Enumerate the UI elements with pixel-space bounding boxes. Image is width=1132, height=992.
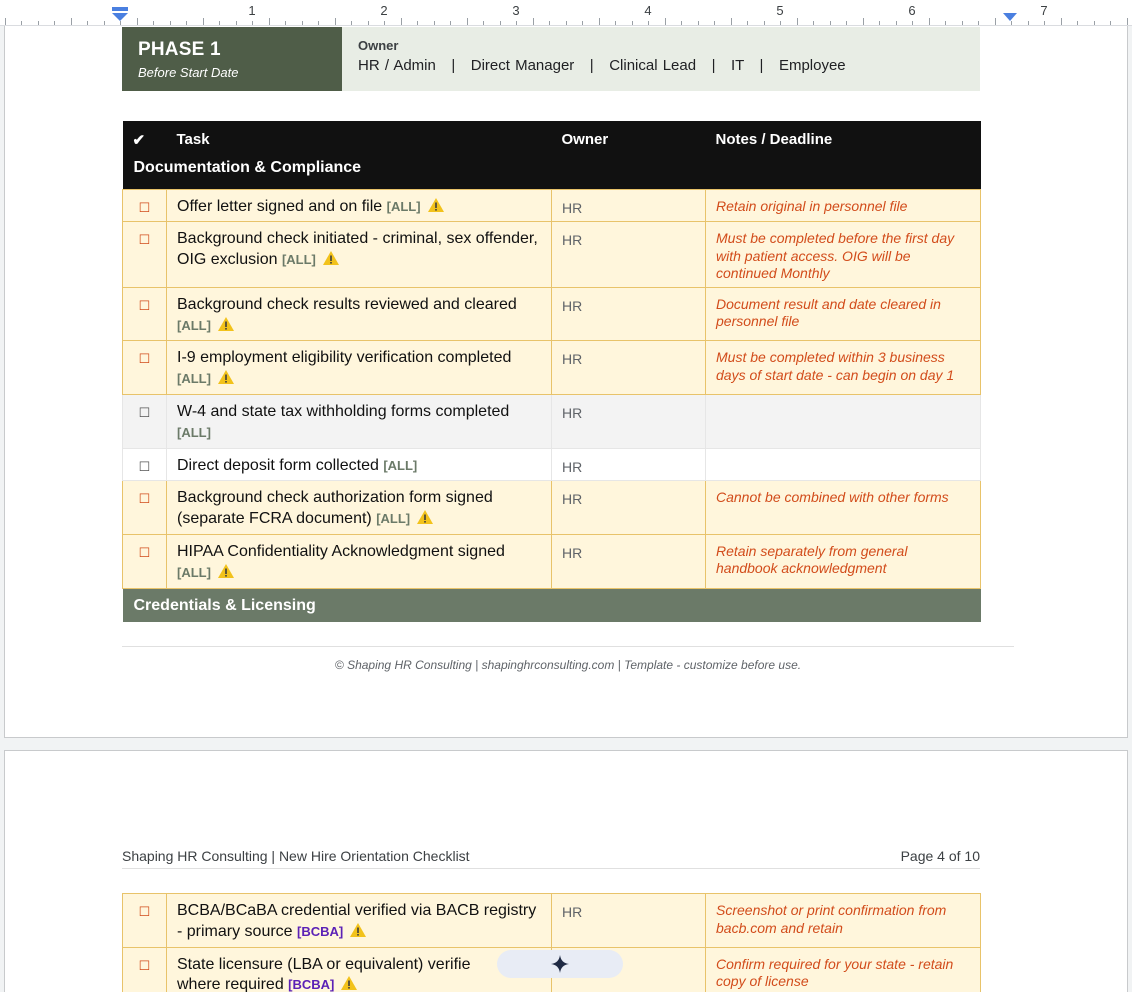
ruler-tick xyxy=(846,21,847,25)
task-text: Background check results reviewed and cleared xyxy=(177,295,517,313)
ruler-tick xyxy=(632,21,633,25)
footer-divider xyxy=(122,646,1014,647)
owner-cell: HR xyxy=(552,894,706,948)
ruler-tick xyxy=(978,21,979,25)
ruler-tick xyxy=(797,18,798,25)
ruler-tick xyxy=(665,18,666,25)
phase-banner xyxy=(122,27,980,91)
table-row xyxy=(123,481,981,535)
right-indent-marker[interactable] xyxy=(1002,12,1018,22)
ruler-tick xyxy=(962,21,963,25)
task-checkbox[interactable]: ☐ xyxy=(123,189,167,222)
ruler-tick xyxy=(38,21,39,25)
ruler-tick xyxy=(615,21,616,25)
notes-cell: Must be completed before the first day with patient access. OIG will be continued Monthly xyxy=(706,222,981,288)
task-checkbox[interactable]: ☐ xyxy=(123,394,167,448)
ruler-tick xyxy=(252,21,253,25)
notes-cell xyxy=(706,448,981,481)
ruler-tick xyxy=(945,21,946,25)
ruler-tick xyxy=(549,21,550,25)
phase-label-block xyxy=(122,27,342,91)
header-divider xyxy=(122,868,980,869)
section-row xyxy=(123,588,981,622)
table-row xyxy=(123,222,981,288)
ruler-tick xyxy=(483,21,484,25)
ruler-tick xyxy=(417,21,418,25)
table-row xyxy=(123,189,981,222)
notes-cell: Cannot be combined with other forms xyxy=(706,481,981,535)
ruler-number: 5 xyxy=(776,3,784,18)
owner-cell: HR xyxy=(552,481,706,535)
task-text: W-4 and state tax withholding forms completed xyxy=(177,402,510,420)
page-header xyxy=(122,848,980,864)
role-tag: [ALL] xyxy=(177,424,211,440)
notes-cell: Confirm required for your state - retain copy of license xyxy=(706,947,981,992)
phase-title: PHASE 1 xyxy=(138,39,221,60)
ruler-tick xyxy=(351,21,352,25)
ruler-tick xyxy=(533,18,534,25)
page-footer: © Shaping HR Consulting | shapinghrconsulting.com | Template - customize before use. xyxy=(334,658,802,672)
left-indent-marker[interactable] xyxy=(111,6,129,22)
ruler-tick xyxy=(5,18,6,25)
page-number: Page 4 of 10 xyxy=(900,848,980,864)
ruler-tick xyxy=(219,21,220,25)
ruler-tick xyxy=(285,21,286,25)
notes-cell: Retain separately from general handbook acknowledgment xyxy=(706,534,981,588)
task-checkbox[interactable]: ☐ xyxy=(123,534,167,588)
notes-cell: Retain original in personnel file xyxy=(706,189,981,222)
task-checkbox[interactable]: ☐ xyxy=(123,287,167,341)
ruler-tick xyxy=(698,21,699,25)
table-row xyxy=(123,894,981,948)
ruler-tick xyxy=(54,21,55,25)
warning-icon xyxy=(416,509,434,525)
ruler-tick xyxy=(566,21,567,25)
header-check: ✔ xyxy=(123,121,167,155)
task-cell xyxy=(167,894,552,948)
role-tag: [ALL] xyxy=(177,371,211,387)
ruler-number: 3 xyxy=(512,3,520,18)
ruler-tick xyxy=(747,21,748,25)
ruler-number: 4 xyxy=(644,3,652,18)
owner-cell: HR xyxy=(552,341,706,395)
warning-icon xyxy=(349,922,367,938)
notes-cell: Document result and date cleared in personnel file xyxy=(706,287,981,341)
task-cell xyxy=(167,341,552,395)
ruler-tick xyxy=(813,21,814,25)
ruler-tick xyxy=(302,21,303,25)
ruler-tick xyxy=(384,21,385,25)
task-checkbox[interactable]: ☐ xyxy=(123,222,167,288)
ruler-tick xyxy=(1110,21,1111,25)
ruler-tick xyxy=(269,18,270,25)
warning-icon xyxy=(427,197,445,213)
ruler-tick xyxy=(863,18,864,25)
ruler-tick xyxy=(467,18,468,25)
ruler-number: 2 xyxy=(380,3,388,18)
ruler-tick xyxy=(995,18,996,25)
warning-icon xyxy=(217,369,235,385)
ruler-tick xyxy=(1127,18,1128,25)
header-owner: Owner xyxy=(552,121,706,155)
owner-cell: HR xyxy=(552,189,706,222)
task-text: I-9 employment eligibility verification completed xyxy=(177,349,512,367)
document-page xyxy=(4,26,1128,738)
task-text: Direct deposit form collected xyxy=(177,456,384,474)
role-tag: [ALL] xyxy=(177,317,211,333)
ruler-tick xyxy=(236,21,237,25)
task-checkbox[interactable]: ☐ xyxy=(123,341,167,395)
ruler-tick xyxy=(1028,21,1029,25)
ruler-tick xyxy=(21,21,22,25)
ruler-tick xyxy=(516,21,517,25)
task-checkbox[interactable]: ☐ xyxy=(123,947,167,992)
gemini-assist-button[interactable] xyxy=(497,950,623,978)
task-text: HIPAA Confidentiality Acknowledgment signed xyxy=(177,542,505,560)
header-title: Shaping HR Consulting | New Hire Orientation Checklist xyxy=(122,848,470,864)
role-tag: [BCBA] xyxy=(297,923,344,939)
task-text: Offer letter signed and on file xyxy=(177,197,387,215)
task-checkbox[interactable]: ☐ xyxy=(123,481,167,535)
ruler-tick xyxy=(170,21,171,25)
warning-icon xyxy=(322,250,340,266)
ruler-tick xyxy=(500,21,501,25)
ruler-number: 1 xyxy=(248,3,256,18)
table-header-row xyxy=(123,121,981,155)
notes-cell: Screenshot or print confirmation from bacb.com and retain xyxy=(706,894,981,948)
ruler-tick xyxy=(203,18,204,25)
ruler-tick xyxy=(335,18,336,25)
warning-icon xyxy=(217,316,235,332)
role-tag: [ALL] xyxy=(177,564,211,580)
ruler-tick xyxy=(912,21,913,25)
task-text: Background check initiated - criminal, sex offender, OIG exclusion xyxy=(177,230,538,269)
table-row xyxy=(123,394,981,448)
task-checkbox[interactable]: ☐ xyxy=(123,894,167,948)
role-tag: [ALL] xyxy=(281,252,316,268)
notes-cell: Must be completed within 3 business days of start date - can begin on day 1 xyxy=(706,341,981,395)
task-cell xyxy=(167,481,552,535)
table-row xyxy=(123,448,981,481)
owner-cell: HR xyxy=(552,448,706,481)
ruler-tick xyxy=(104,21,105,25)
ruler-tick xyxy=(714,21,715,25)
ruler-tick xyxy=(153,21,154,25)
section-row xyxy=(123,155,981,189)
warning-icon xyxy=(217,563,235,579)
ruler-tick xyxy=(582,21,583,25)
task-text: where required xyxy=(177,976,289,992)
phase-owner-block xyxy=(342,27,980,91)
warning-icon xyxy=(340,975,358,991)
ruler-tick xyxy=(648,21,649,25)
table-row xyxy=(123,341,981,395)
task-text: BCBA/BCaBA credential verified via BACB registry - primary source xyxy=(177,902,537,940)
ruler-tick xyxy=(186,21,187,25)
owner-cell: HR xyxy=(552,534,706,588)
header-notes: Notes / Deadline xyxy=(706,121,981,155)
task-table xyxy=(122,121,981,622)
ruler-tick xyxy=(599,18,600,25)
role-tag: [ALL] xyxy=(386,198,421,214)
ruler-tick xyxy=(450,21,451,25)
ruler-tick xyxy=(1044,21,1045,25)
owner-label: Owner xyxy=(358,38,399,53)
ruler-tick xyxy=(1094,21,1095,25)
ruler-tick xyxy=(731,18,732,25)
ruler-tick xyxy=(1061,18,1062,25)
role-tag: [ALL] xyxy=(376,511,411,527)
section-title: Credentials & Licensing xyxy=(123,588,981,622)
ruler-tick xyxy=(879,21,880,25)
table-row xyxy=(123,534,981,588)
task-checkbox[interactable]: ☐ xyxy=(123,448,167,481)
role-tag: [BCBA] xyxy=(288,977,335,992)
ruler-tick xyxy=(71,18,72,25)
ruler-tick xyxy=(830,21,831,25)
task-cell xyxy=(167,394,552,448)
ruler-tick xyxy=(137,18,138,25)
task-cell xyxy=(167,534,552,588)
owner-cell: HR xyxy=(552,222,706,288)
ruler-tick xyxy=(434,21,435,25)
owner-cell: HR xyxy=(552,287,706,341)
table-row xyxy=(123,287,981,341)
section-title: Documentation & Compliance xyxy=(123,155,981,189)
owner-list: HR / Admin | Direct Manager | Clinical Lead | IT | Employee xyxy=(358,57,846,74)
ruler-tick xyxy=(780,21,781,25)
task-text: State licensure (LBA or equivalent) verifie xyxy=(177,955,471,973)
ruler-tick xyxy=(764,21,765,25)
task-cell xyxy=(167,287,552,341)
header-task: Task xyxy=(167,121,552,155)
ruler-number: 7 xyxy=(1040,3,1048,18)
ruler-tick xyxy=(681,21,682,25)
ruler-tick xyxy=(1077,21,1078,25)
ruler-tick xyxy=(896,21,897,25)
ruler-tick xyxy=(87,21,88,25)
ruler-tick xyxy=(368,21,369,25)
task-cell xyxy=(167,222,552,288)
role-tag: [ALL] xyxy=(383,457,418,473)
task-cell xyxy=(167,448,552,481)
task-text: Background check authorization form signed (separate FCRA document) xyxy=(177,489,493,528)
ruler-tick xyxy=(318,21,319,25)
task-cell xyxy=(167,947,552,992)
sparkle-icon xyxy=(551,955,569,973)
owner-cell: HR xyxy=(552,394,706,448)
ruler-number: 6 xyxy=(908,3,916,18)
notes-cell xyxy=(706,394,981,448)
horizontal-ruler[interactable] xyxy=(0,0,1132,26)
ruler-tick xyxy=(929,18,930,25)
ruler-tick xyxy=(401,18,402,25)
phase-subtitle: Before Start Date xyxy=(138,65,239,80)
task-cell xyxy=(167,189,552,222)
